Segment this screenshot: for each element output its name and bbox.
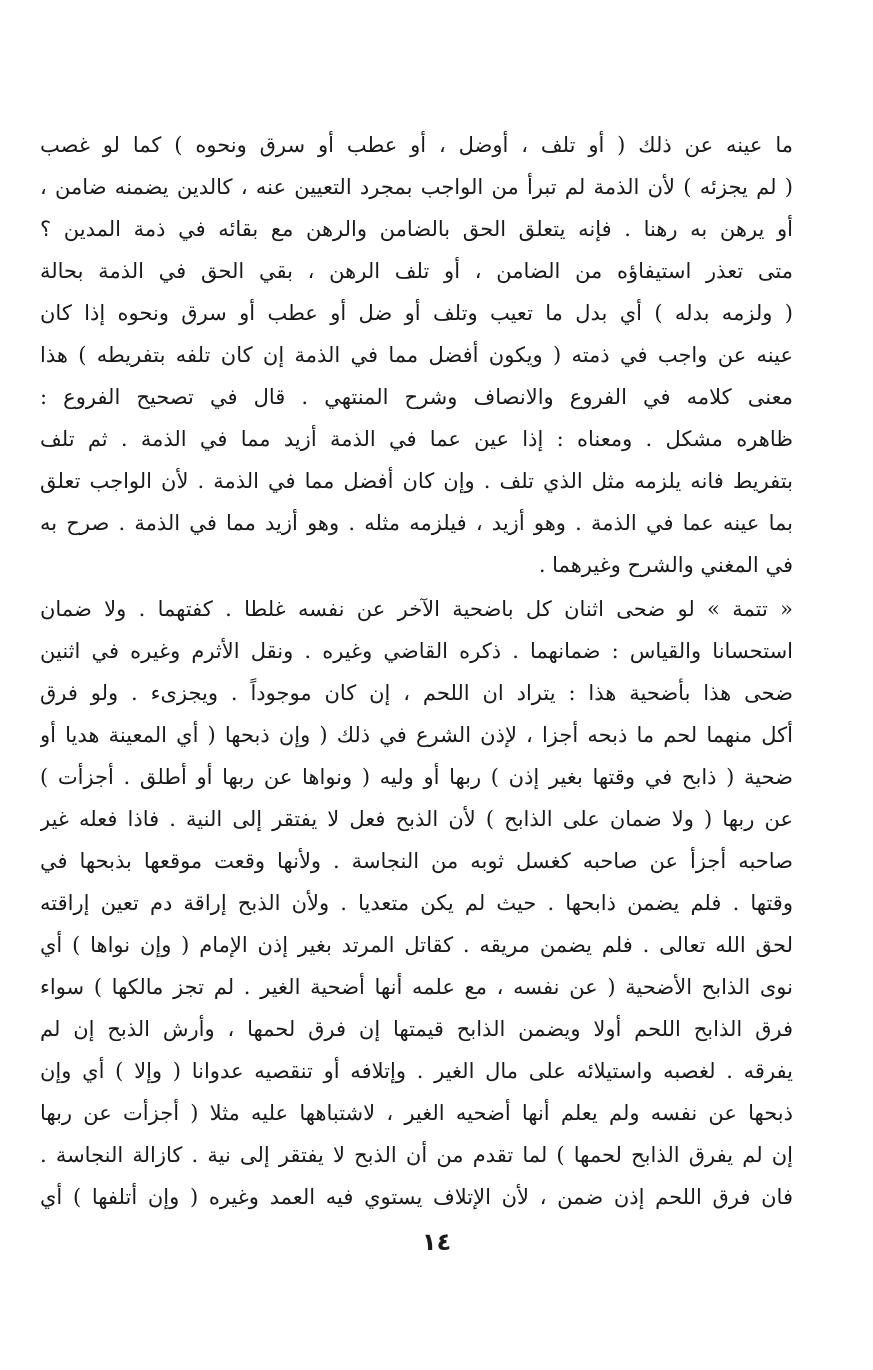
text-line: فان فرق اللحم إذن ضمن ، لأن الإتلاف يستوي فيه العمد وغيره ( وإن أتلفها ) أي xyxy=(40,1185,793,1209)
text-line: أو يرهن به رهنا . فإنه يتعلق الحق بالضامن والرهن مع بقائه في ذمة المدين ؟ xyxy=(40,217,793,241)
text-line: إن لم يفرق الذابح لحمها ) لما تقدم من أن الذبح لا يفتقر إلى نية . كازالة النجاسة . xyxy=(40,1143,793,1167)
text-line: استحسانا والقياس : ضمانهما . ذكره القاضي وغيره . ونقل الأثرم وغيره في اثنين xyxy=(40,639,793,663)
text-line: أكل منهما لحم ما ذبحه أجزا ، لإذن الشرع في ذلك ( وإن ذبحها ( أي المعينة هديا أو xyxy=(40,723,793,747)
text-line: معنى كلامه في الفروع والانصاف وشرح المنتهي . قال في تصحيح الفروع : xyxy=(40,385,793,409)
paragraph-1 xyxy=(40,124,793,586)
text-line: ما عينه عن ذلك ( أو تلف ، أوضل ، أو عطب أو سرق ونحوه ) كما لو غصب xyxy=(40,133,793,157)
text-line: ضحى هذا بأضحية هذا : يتراد ان اللحم ، إن كان موجوداً . ويجزىء . ولو فرق xyxy=(40,681,793,705)
text-line: بما عينه عما في الذمة . وهو أزيد ، فيلزمه مثله . وهو أزيد مما في الذمة . صرح به xyxy=(40,511,793,535)
page-number: ١٤ xyxy=(421,1228,452,1256)
text-line: صاحبه أجزأ عن صاحبه كغسل ثوبه من النجاسة . ولأنها وقعت موقعها بذبحها في xyxy=(40,849,793,873)
text-line: متى تعذر استيفاؤه من الضامن ، أو تلف الرهن ، بقي الحق في الذمة بحالة xyxy=(40,259,793,283)
text-line: فرق الذابح اللحم أولا ويضمن الذابح قيمتها إن فرق لحمها ، وأرش الذبح إن لم xyxy=(40,1017,793,1041)
text-line: نوى الذابح الأضحية ( عن نفسه ، مع علمه أنها أضحية الغير . لم تجز مالكها ) سواء xyxy=(40,975,793,999)
text-line: يفرقه . لغصبه واستيلائه على مال الغير . وإتلافه أو تنقصيه عدوانا ( وإلا ) أي وإن xyxy=(40,1059,793,1083)
text-line: ظاهره مشكل . ومعناه : إذا عين عما في الذمة أزيد مما في الذمة . ثم تلف xyxy=(40,427,793,451)
text-line: ( ولزمه بدله ) أي بدل ما تعيب وتلف أو ضل أو عطب أو سرق ونحوه إذا كان xyxy=(40,301,793,325)
text-line: ذبحها عن نفسه ولم يعلم أنها أضحيه الغير ، لاشتباهها عليه مثلا ( أجزأت عن ربها xyxy=(40,1101,793,1125)
text-line: في المغني والشرح وغيرهما . xyxy=(538,553,793,577)
paragraph-2 xyxy=(40,588,793,1218)
text-line: ضحية ( ذابح في وقتها بغير إذن ) ربها أو وليه ( ونواها عن ربها أو أطلق . أجزأت ) xyxy=(40,765,793,789)
text-line: ( لم يجزئه ) لأن الذمة لم تبرأ من الواجب بمجرد التعيين عنه ، كالدين يضمنه ضامن ، xyxy=(40,175,793,199)
text-line: « تتمة » لو ضحى اثنان كل باضحية الآخر عن نفسه غلطا . كفتهما . ولا ضمان xyxy=(40,597,793,621)
text-line: عينه عن واجب في ذمته ( ويكون أفضل مما في الذمة إن كان تلفه بتفريطه ) هذا xyxy=(40,343,793,367)
text-line: بتفريط فانه يلزمه مثل الذي تلف . وإن كان أفضل مما في الذمة . لأن الواجب تعلق xyxy=(40,469,793,493)
text-line: وقتها . فلم يضمن ذابحها . حيث لم يكن متعديا . ولأن الذبح إراقة دم تعين إراقته xyxy=(40,891,793,915)
text-line: لحق الله تعالى . فلم يضمن مريقه . كقاتل المرتد بغير إذن الإمام ( وإن نواها ) أي xyxy=(40,933,793,957)
text-line: عن ربها ( ولا ضمان على الذابح ) لأن الذبح فعل لا يفتقر إلى النية . فاذا فعله غير xyxy=(40,807,793,831)
